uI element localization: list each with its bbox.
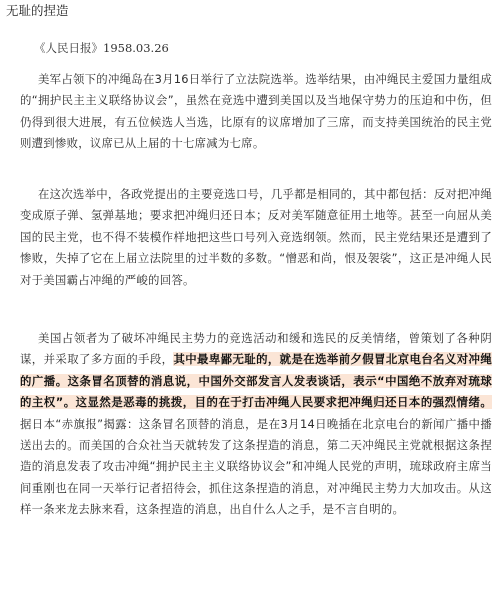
paragraph-3-intro: 美国占领者为了破坏冲绳民主势力的竞选活动和缓和选民的反美情绪，曾策划了各种阴谋，并采取了多方面的手段， [20,331,492,367]
highlighted-passage: 其中最卑鄙无耻的，就是在选举前夕假冒北京电台名义对冲绳的广播。这条冒名顶替的消息说，中国外交部发言人发表谈话，表示“中国绝不放弃对琉球的主权”。这显然是恶毒的挑拨，目的在于打击冲绳人民要求把冲绳归还日本的强烈情绪。 [20,352,492,410]
paragraph-3 [20,328,492,521]
article-title: 无耻的捏造 [6,3,69,18]
article-source: 《人民日报》1958.03.26 [34,41,169,55]
paragraph-2: 在这次选举中，各政党提出的主要竞选口号，几乎都是相同的，其中都包括：反对把冲绳变成原子弹、氢弹基地；要求把冲绳归还日本；反对美军随意征用土地等。甚至一向屈从美国的民主党，也不得不装模作样地把这些口号列入竞选纲领。然而，民主党结果还是遭到了惨败，失掉了它在上届立法院里的过半数的多数。“憎恶和尚，恨及袈裟”，这正是冲绳人民对于美国霸占冲绳的严峻的回答。 [20,187,492,287]
paragraph-1: 美军占领下的冲绳岛在3月16日举行了立法院选举。选举结果，由冲绳民主爱国力量组成的“拥护民主主义联络协议会”，虽然在竞选中遭到美国以及当地保守势力的压迫和中伤，但仍得到很大进展，有五位候选人当选，比原有的议席增加了三席，而支持美国统治的民主党则遭到惨败，议席已从上届的十七席减为七席。 [20,72,492,151]
paragraph-3-rest: 据日本“赤旗报”揭露：这条冒名顶替的消息，是在3月14日晚插在北京电台的新闻广播中播送出去的。而美国的合众社当天就转发了这条捏造的消息，第二天冲绳民主党就根据这条捏造的消息发表了攻击冲绳“拥护民主主义联络协议会”和冲绳人民党的声明，琉球政府主席当间重刚也在同一天举行记者招待会，抓住这条捏造的消息，对冲绳民主势力大加攻击。从这样一条来龙去脉来看，这条捏造的消息，出自什么人之手，是不言自明的。 [20,416,492,517]
